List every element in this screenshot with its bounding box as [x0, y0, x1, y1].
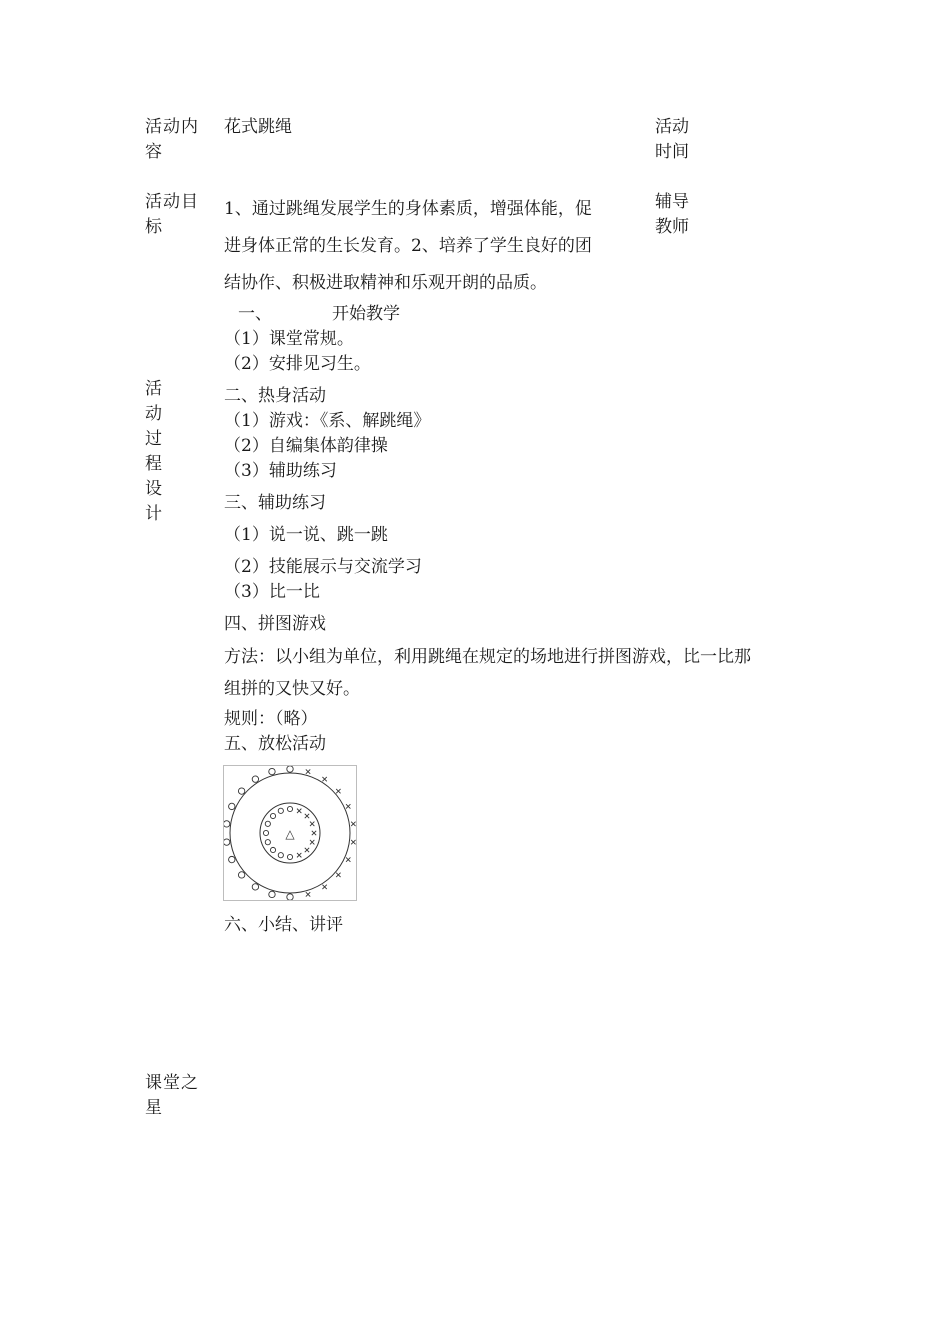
label-activity-content-line2: 容 — [145, 142, 163, 162]
circle-mark — [238, 872, 244, 878]
cross-mark — [336, 789, 340, 793]
circle-mark — [269, 768, 275, 774]
cross-mark — [346, 804, 350, 808]
activity-content-value: 花式跳绳 — [224, 117, 292, 137]
label-activity-content-line1: 活动内 — [145, 117, 199, 137]
circle-mark — [265, 821, 270, 826]
list-item: （2）技能展示与交流学习 — [224, 557, 422, 577]
circle-mark — [265, 840, 270, 845]
cross-mark — [310, 822, 314, 826]
label-process-char: 设 — [145, 479, 162, 499]
circle-mark — [263, 830, 268, 835]
label-activity-goal-line2: 标 — [145, 217, 163, 237]
cross-mark — [312, 831, 316, 835]
goal-line: 进身体正常的生长发育。2、培养了学生良好的团 — [224, 236, 592, 256]
label-activity-goal-line1: 活动目 — [145, 192, 199, 212]
cross-mark — [336, 873, 340, 877]
formation-diagram-svg — [224, 766, 356, 900]
formation-diagram — [223, 765, 357, 901]
circle-mark — [287, 854, 292, 859]
cross-mark — [322, 885, 326, 889]
cross-mark — [297, 853, 301, 857]
circle-mark — [252, 776, 258, 782]
list-item: （1）课堂常规。 — [224, 329, 354, 349]
list-item: （1）说一说、跳一跳 — [224, 525, 388, 545]
cross-mark — [306, 769, 310, 773]
label-process-char: 计 — [145, 504, 162, 524]
goal-line: 1、通过跳绳发展学生的身体素质，增强体能，促 — [224, 199, 592, 219]
cross-mark — [322, 777, 326, 781]
circle-mark — [224, 839, 230, 845]
label-class-star-line2: 星 — [145, 1098, 163, 1118]
circle-mark — [287, 894, 293, 900]
cross-mark — [351, 840, 355, 844]
section-heading-5: 五、放松活动 — [224, 734, 326, 754]
center-triangle-icon: △ — [285, 827, 295, 841]
circle-mark — [278, 853, 283, 858]
cross-mark — [310, 840, 314, 844]
label-process-char: 程 — [145, 454, 162, 474]
label-process-char: 动 — [145, 404, 162, 424]
section-1-number: 一、 — [238, 304, 272, 324]
label-tutor-line1: 辅导 — [655, 192, 689, 212]
circle-mark — [269, 891, 275, 897]
section-heading-2: 二、热身活动 — [224, 386, 326, 406]
label-tutor-line2: 教师 — [655, 217, 689, 237]
rule-line: 规则：（略） — [224, 709, 318, 729]
goal-line: 结协作、积极进取精神和乐观开朗的品质。 — [224, 273, 547, 293]
circle-mark — [252, 884, 258, 890]
cross-mark — [306, 892, 310, 896]
section-heading-1 — [238, 302, 400, 327]
circle-mark — [278, 808, 283, 813]
cross-mark — [297, 809, 301, 813]
circle-mark — [229, 803, 235, 809]
cross-mark — [346, 857, 350, 861]
cross-mark — [351, 822, 355, 826]
circle-mark — [270, 847, 275, 852]
circle-mark — [270, 813, 275, 818]
list-item: （2）自编集体韵律操 — [224, 436, 388, 456]
section-1-title: 开始教学 — [332, 304, 400, 324]
list-item: （2）安排见习生。 — [224, 354, 371, 374]
list-item: （3）辅助练习 — [224, 461, 337, 481]
label-activity-time-line1: 活动 — [655, 117, 689, 137]
cross-mark — [305, 848, 309, 852]
cross-mark — [305, 814, 309, 818]
circle-mark — [287, 806, 292, 811]
label-process-char: 过 — [145, 429, 162, 449]
label-process-char: 活 — [145, 379, 162, 399]
method-line: 方法：以小组为单位，利用跳绳在规定的场地进行拼图游戏，比一比那 — [224, 647, 751, 667]
circle-mark — [287, 766, 293, 772]
method-line: 组拼的又快又好。 — [224, 679, 360, 699]
circle-mark — [224, 821, 230, 827]
section-heading-6: 六、小结、讲评 — [224, 915, 343, 935]
list-item: （1）游戏：《系、解跳绳》 — [224, 411, 431, 431]
circle-mark — [238, 788, 244, 794]
section-heading-4: 四、拼图游戏 — [224, 614, 326, 634]
circle-mark — [229, 856, 235, 862]
label-activity-time-line2: 时间 — [655, 142, 689, 162]
list-item: （3）比一比 — [224, 582, 320, 602]
label-class-star-line1: 课堂之 — [145, 1073, 199, 1093]
section-heading-3: 三、辅助练习 — [224, 493, 326, 513]
